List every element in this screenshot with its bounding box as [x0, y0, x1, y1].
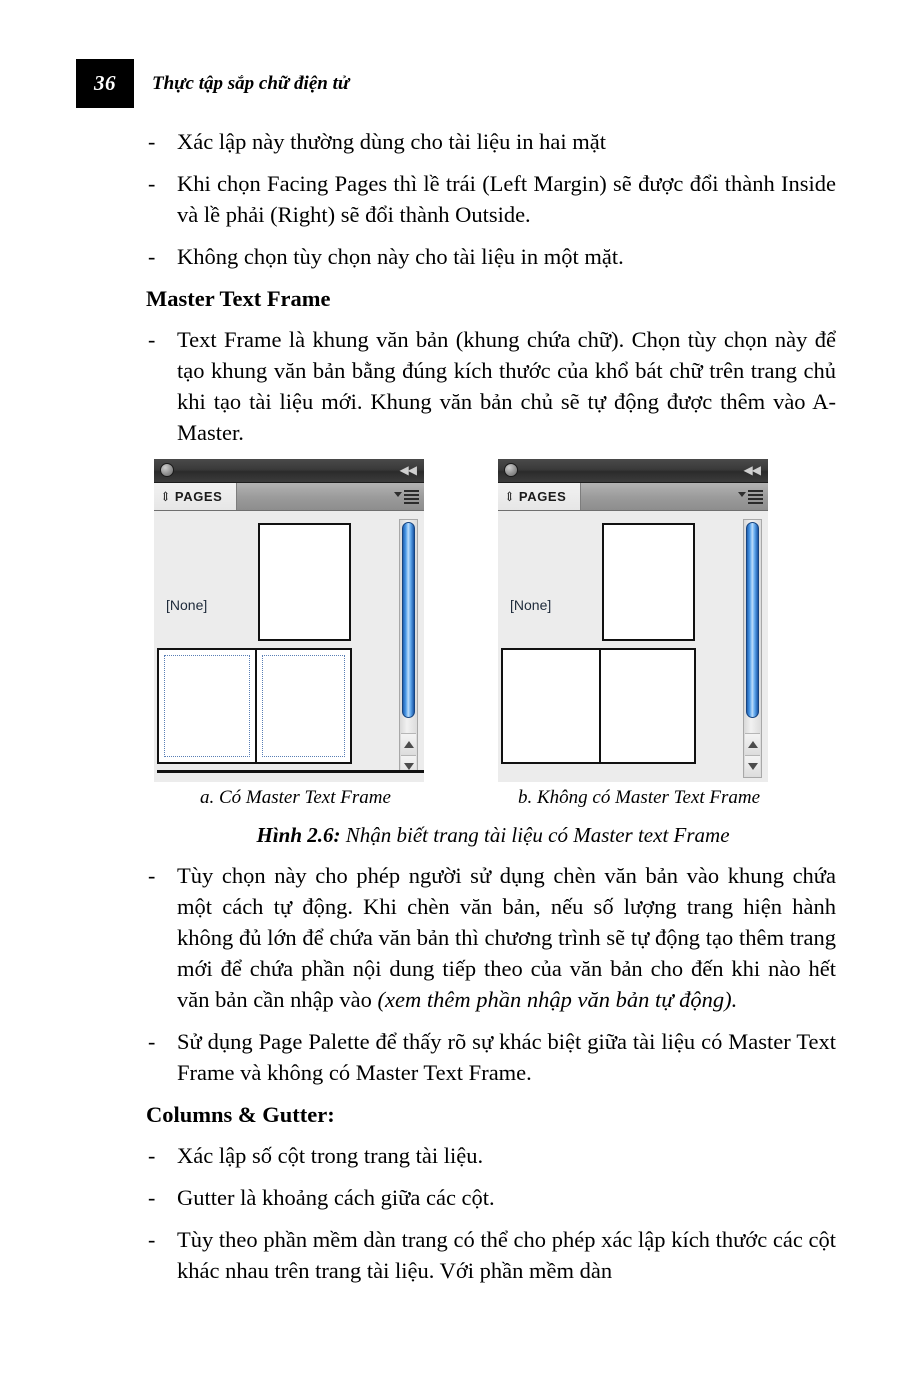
page-thumbnail-left[interactable] — [503, 650, 599, 762]
tabbar-filler — [581, 483, 768, 510]
master-none-label-b[interactable]: [None] — [510, 597, 552, 613]
panel-body-a — [154, 511, 424, 782]
master-page-thumbnail-b[interactable] — [602, 523, 695, 641]
vertical-resize-grip-icon: ⇕ — [504, 489, 515, 504]
tab-pages-a[interactable] — [154, 483, 237, 510]
bullet-dash-icon: - — [148, 1143, 156, 1168]
pages-panel-b[interactable] — [498, 459, 768, 781]
panel-menu-hamburger-icon[interactable] — [394, 488, 419, 504]
bullet-dash-icon: - — [148, 327, 156, 352]
page-thumbnail-right[interactable] — [255, 650, 351, 762]
scroll-down-arrow-icon[interactable] — [745, 755, 760, 777]
bullet-dash-icon: - — [148, 863, 156, 888]
menu-caret-icon — [738, 492, 746, 497]
scroll-up-arrow-icon[interactable] — [745, 733, 760, 755]
panel-scrollbar-b[interactable] — [743, 519, 762, 778]
bullet-dash-icon: - — [148, 1029, 156, 1054]
tab-label: PAGES — [174, 489, 223, 504]
master-text-frame-guide — [262, 655, 346, 757]
tabbar-filler — [237, 483, 424, 510]
page-content — [146, 126, 836, 1297]
figure-subcaption-a: a. Có Master Text Frame — [200, 787, 391, 808]
tab-label: PAGES — [518, 489, 567, 504]
list-item — [146, 241, 836, 272]
list-item-text: Tùy theo phần mềm dàn trang có thể cho phép xác lập kích thước các cột khác nhau trên trang tài liệu. Với phần mềm dàn — [177, 1227, 836, 1283]
panel-tabbar-a — [154, 483, 424, 511]
list-item-text: Xác lập số cột trong trang tài liệu. — [177, 1143, 484, 1168]
list-item — [146, 1224, 836, 1286]
list-item — [146, 1182, 836, 1213]
list-item — [146, 126, 836, 157]
page-number-badge: 36 — [76, 59, 134, 108]
hamburger-lines-icon — [748, 490, 763, 504]
figure-caption-text: Nhận biết trang tài liệu có Master text Frame — [345, 823, 730, 847]
list-item-text — [177, 860, 836, 1015]
list-item-text: Không chọn tùy chọn này cho tài liệu in một mặt. — [177, 244, 624, 269]
list-item — [146, 168, 836, 230]
list-item-text: Text Frame là khung văn bản (khung chứa chữ). Chọn tùy chọn này để tạo khung văn bản bằng đúng kích thước của khổ bát chữ trên trang chủ khi tạo tài liệu mới. Khung văn bản chủ sẽ tự động được thêm vào A-Master. — [177, 327, 836, 445]
list-item-text: Gutter là khoảng cách giữa các cột. — [177, 1185, 495, 1210]
scroll-up-arrow-icon[interactable] — [401, 733, 416, 755]
figure-subcaptions — [148, 787, 838, 817]
pages-panel-a[interactable] — [154, 459, 424, 781]
panel-tabbar-b — [498, 483, 768, 511]
figure-panels-row — [148, 459, 838, 781]
tab-pages-b[interactable] — [498, 483, 581, 510]
vertical-resize-grip-icon: ⇕ — [160, 489, 171, 504]
bullet-dash-icon: - — [148, 1227, 156, 1252]
list-item-text-plain: Tùy chọn này cho phép người sử dụng chèn văn bản vào khung chứa một cách tự động. Khi chèn văn bản, nếu số lượng trang hiện hành không đủ lớn để chứa văn bản thì chương trình sẽ tự động tạo thêm trang mới để chứa phần nội dung tiếp theo của văn bản cho đến khi nào hết văn bản cần nhập vào — [177, 863, 836, 1012]
circle-close-icon[interactable] — [160, 463, 174, 477]
double-chevron-left-icon[interactable]: ◀◀ — [743, 463, 760, 477]
page-thumbnail-right[interactable] — [599, 650, 695, 762]
running-head-title: Thực tập sắp chữ điện tử — [152, 72, 350, 94]
panel-titlebar-b — [498, 459, 768, 483]
list-item — [146, 324, 836, 448]
list-item — [146, 860, 836, 1015]
page-spread-thumbnail-b[interactable] — [501, 648, 696, 764]
panel-body-b — [498, 511, 768, 782]
list-item — [146, 1140, 836, 1171]
menu-caret-icon — [394, 492, 402, 497]
panel-footer-strip-a — [157, 770, 424, 782]
list-item — [146, 1026, 836, 1088]
section-heading-columns-gutter: Columns & Gutter: — [146, 1102, 335, 1127]
page-spread-thumbnail-a[interactable] — [157, 648, 352, 764]
circle-close-icon[interactable] — [504, 463, 518, 477]
panel-menu-hamburger-icon[interactable] — [738, 488, 763, 504]
panel-scrollbar-a[interactable] — [399, 519, 418, 778]
double-chevron-left-icon[interactable]: ◀◀ — [399, 463, 416, 477]
hamburger-lines-icon — [404, 490, 419, 504]
section-heading-master-text-frame: Master Text Frame — [146, 286, 331, 311]
page-thumbnail-left[interactable] — [159, 650, 255, 762]
list-item-text: Sử dụng Page Palette để thấy rõ sự khác biệt giữa tài liệu có Master Text Frame và không có Master Text Frame. — [177, 1029, 836, 1085]
master-none-label-a[interactable]: [None] — [166, 597, 208, 613]
bullet-dash-icon: - — [148, 171, 156, 196]
list-item-text-italic: (xem thêm phần nhập văn bản tự động). — [377, 987, 738, 1012]
master-text-frame-guide — [164, 655, 250, 757]
bullet-dash-icon: - — [148, 129, 156, 154]
list-item-text: Khi chọn Facing Pages thì lề trái (Left Margin) sẽ được đổi thành Inside và lề phải (Right) sẽ đổi thành Outside. — [177, 171, 836, 227]
master-page-thumbnail-a[interactable] — [258, 523, 351, 641]
scrollbar-thumb[interactable] — [402, 522, 415, 718]
figure-number: Hình 2.6: — [256, 823, 341, 847]
figure-2-6 — [148, 459, 838, 848]
page-header — [76, 59, 349, 108]
figure-caption — [148, 823, 838, 848]
scrollbar-thumb[interactable] — [746, 522, 759, 718]
figure-subcaption-b: b. Không có Master Text Frame — [518, 787, 761, 808]
panel-titlebar-a — [154, 459, 424, 483]
bullet-dash-icon: - — [148, 1185, 156, 1210]
bullet-dash-icon: - — [148, 244, 156, 269]
list-item-text: Xác lập này thường dùng cho tài liệu in hai mặt — [177, 129, 606, 154]
